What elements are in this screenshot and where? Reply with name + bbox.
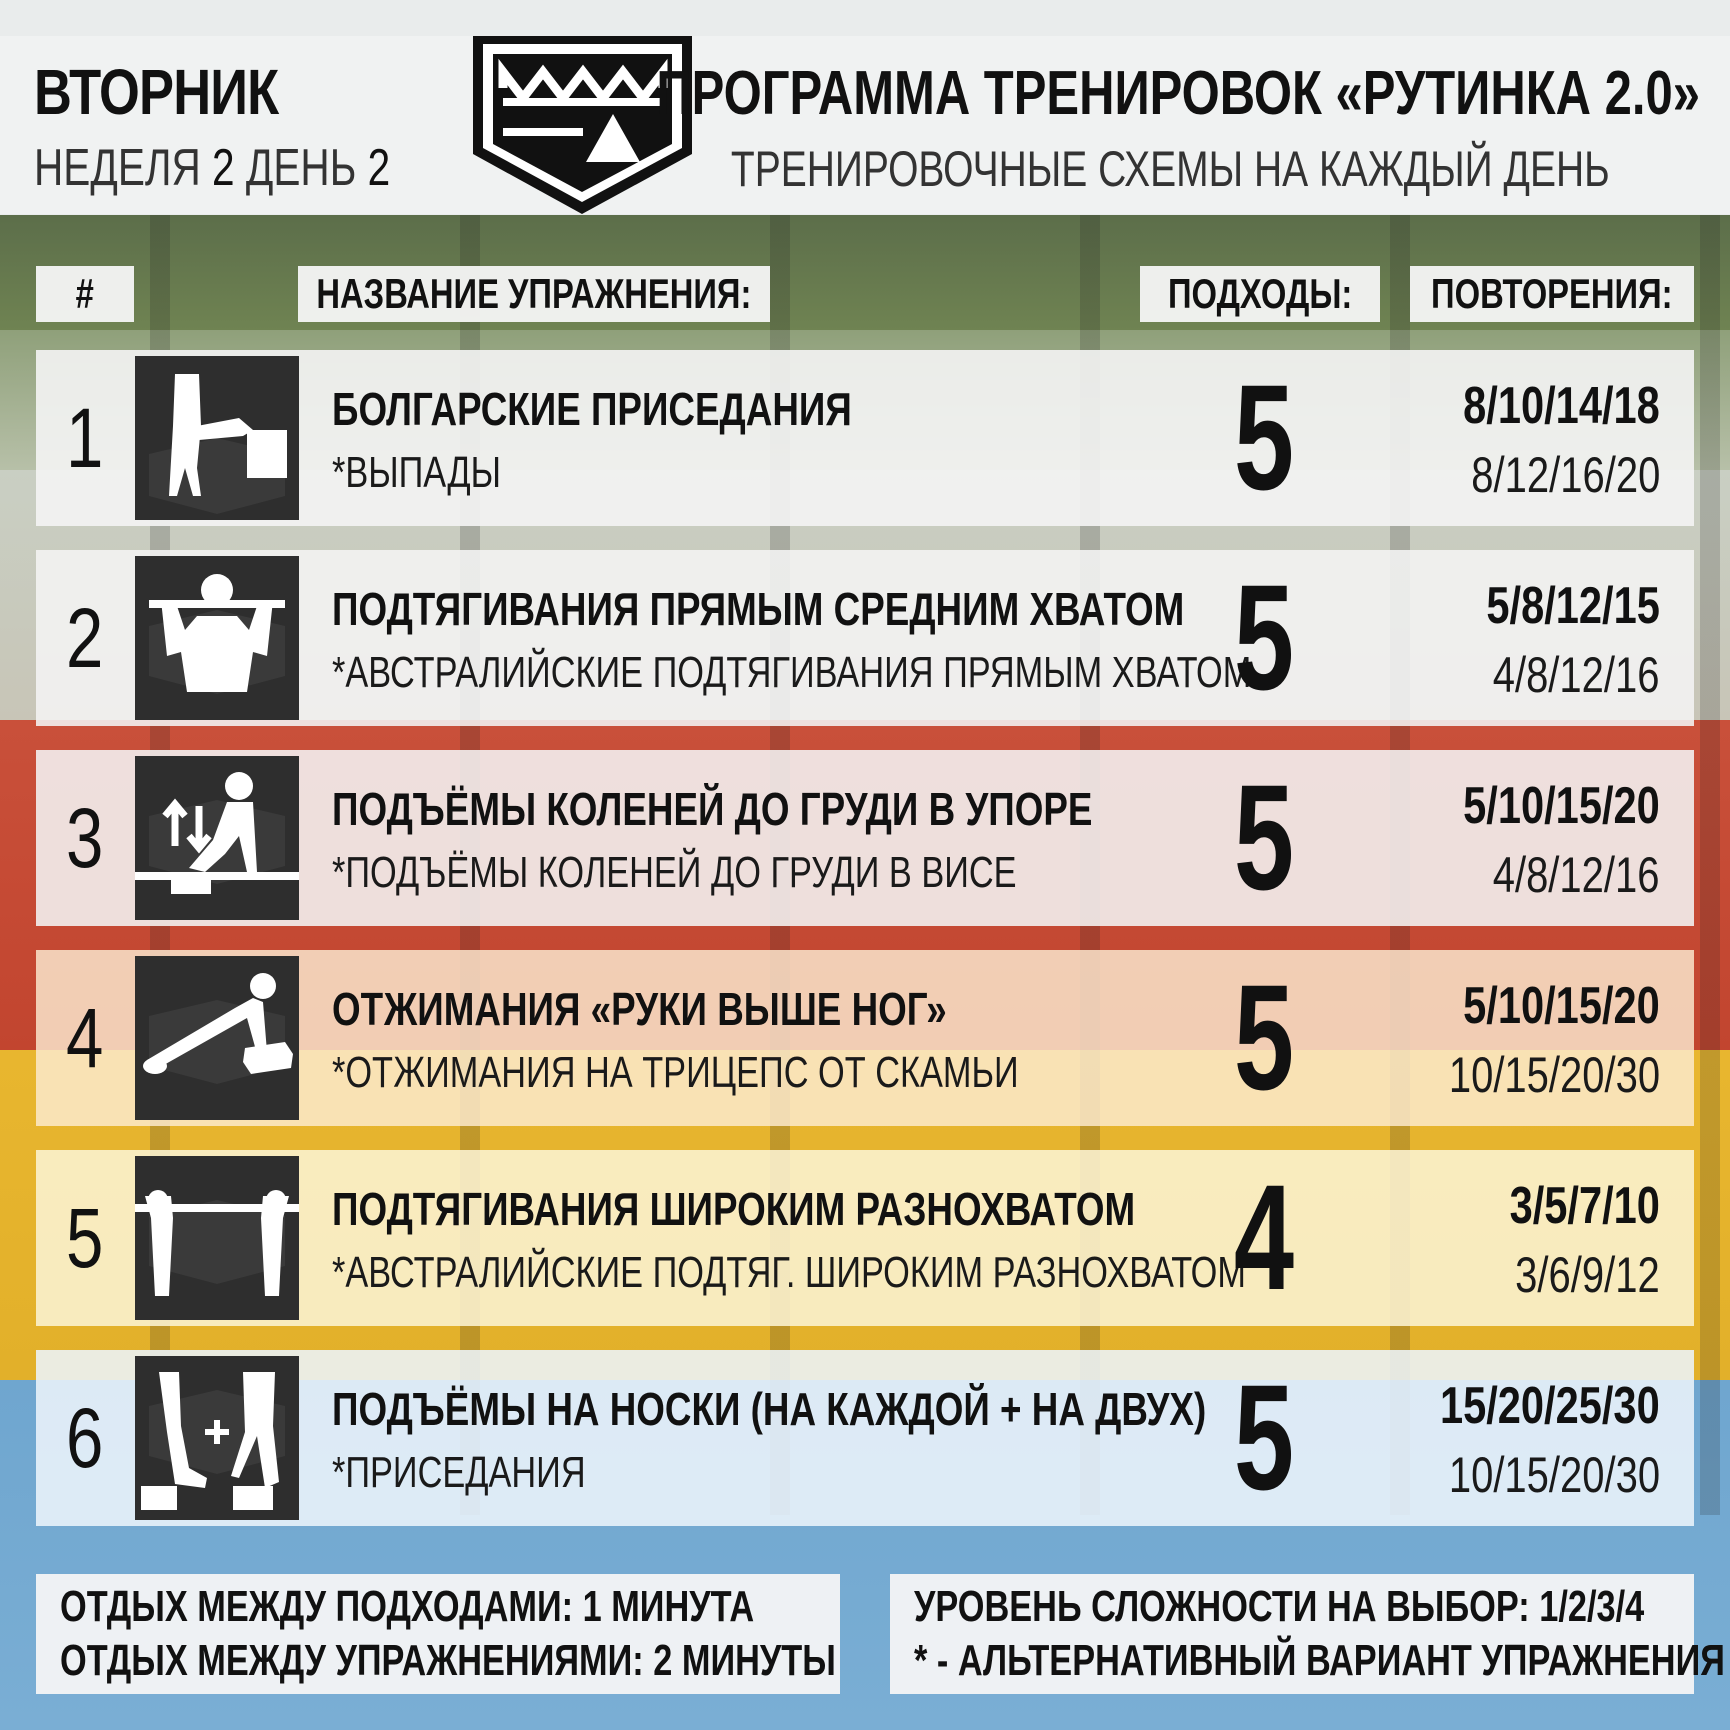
exercise-row	[36, 750, 1694, 926]
exercise-alternative: *ПРИСЕДАНИЯ	[332, 1448, 586, 1497]
exercise-row	[36, 1350, 1694, 1526]
exercise-name: ОТЖИМАНИЯ «РУКИ ВЫШЕ НОГ»	[332, 983, 947, 1035]
exercise-reps: 5/8/12/15	[1486, 577, 1660, 635]
exercise-alternative: *АВСТРАЛИЙСКИЕ ПОДТЯГ. ШИРОКИМ РАЗНОХВАТОМ	[332, 1248, 1246, 1297]
exercise-reps-alternative: 8/12/16/20	[1470, 447, 1660, 503]
calf-raise-icon	[135, 1356, 299, 1520]
exercise-sets: 4	[1233, 1153, 1295, 1321]
alternative-legend: * - АЛЬТЕРНАТИВНЫЙ ВАРИАНТ УПРАЖНЕНИЯ	[914, 1636, 1725, 1685]
column-header-reps: ПОВТОРЕНИЯ:	[1410, 266, 1694, 322]
exercise-row	[36, 550, 1694, 726]
week-day-label	[34, 138, 390, 198]
exercise-sets: 5	[1233, 1353, 1295, 1521]
exercise-name: ПОДЪЁМЫ КОЛЕНЕЙ ДО ГРУДИ В УПОРЕ	[332, 783, 1093, 835]
exercise-reps-alternative: 4/8/12/16	[1493, 647, 1660, 703]
exercise-reps: 3/5/7/10	[1509, 1177, 1660, 1235]
exercise-number: 5	[66, 1191, 104, 1285]
exercise-sets: 5	[1233, 553, 1295, 721]
difficulty-level: УРОВЕНЬ СЛОЖНОСТИ НА ВЫБОР: 1/2/3/4	[914, 1582, 1645, 1631]
rest-between-sets: ОТДЫХ МЕЖДУ ПОДХОДАМИ: 1 МИНУТА	[60, 1582, 755, 1631]
exercise-name: ПОДТЯГИВАНИЯ ПРЯМЫМ СРЕДНИМ ХВАТОМ	[332, 583, 1185, 635]
exercise-number: 1	[66, 391, 104, 485]
column-header-name: НАЗВАНИЕ УПРАЖНЕНИЯ:	[298, 266, 770, 322]
exercise-reps: 5/10/15/20	[1463, 977, 1660, 1035]
day-number: 2	[367, 139, 391, 197]
column-header-sets: ПОДХОДЫ:	[1140, 266, 1380, 322]
exercise-reps-alternative: 10/15/20/30	[1448, 1447, 1660, 1503]
exercise-alternative: *ВЫПАДЫ	[332, 448, 501, 497]
day-prefix: ДЕНЬ	[245, 139, 357, 197]
exercise-number: 4	[66, 991, 104, 1085]
exercise-row	[36, 1150, 1694, 1326]
exercise-alternative: *АВСТРАЛИЙСКИЕ ПОДТЯГИВАНИЯ ПРЯМЫМ ХВАТОМ	[332, 648, 1252, 697]
exercise-row	[36, 950, 1694, 1126]
exercise-reps: 8/10/14/18	[1463, 377, 1660, 435]
incline-push-up-icon	[135, 956, 299, 1120]
exercise-alternative: *ОТЖИМАНИЯ НА ТРИЦЕПС ОТ СКАМЬИ	[332, 1048, 1019, 1097]
exercise-reps-alternative: 10/15/20/30	[1448, 1047, 1660, 1103]
day-title: ВТОРНИК	[34, 56, 279, 128]
exercise-name: ПОДТЯГИВАНИЯ ШИРОКИМ РАЗНОХВАТОМ	[332, 1183, 1136, 1235]
exercise-name: БОЛГАРСКИЕ ПРИСЕДАНИЯ	[332, 383, 852, 435]
exercise-sets: 5	[1233, 753, 1295, 921]
rest-info-box	[36, 1574, 840, 1694]
exercise-number: 2	[66, 591, 104, 685]
pull-up-icon	[135, 556, 299, 720]
program-title: ПРОГРАММА ТРЕНИРОВОК «РУТИНКА 2.0»	[656, 59, 1700, 128]
wide-grip-pull-up-icon	[135, 1156, 299, 1320]
rest-between-exercises: ОТДЫХ МЕЖДУ УПРАЖНЕНИЯМИ: 2 МИНУТЫ	[60, 1636, 836, 1685]
exercise-sets: 5	[1233, 953, 1295, 1121]
exercise-row	[36, 350, 1694, 526]
column-header-number: #	[36, 266, 134, 322]
difficulty-info-box	[890, 1574, 1725, 1694]
exercise-number: 3	[66, 791, 104, 885]
week-number: 2	[212, 139, 235, 197]
week-prefix: НЕДЕЛЯ	[34, 139, 201, 197]
exercise-alternative: *ПОДЪЁМЫ КОЛЕНЕЙ ДО ГРУДИ В ВИСЕ	[332, 848, 1017, 897]
program-subtitle: ТРЕНИРОВОЧНЫЕ СХЕМЫ НА КАЖДЫЙ ДЕНЬ	[731, 141, 1610, 197]
exercise-reps-alternative: 3/6/9/12	[1515, 1247, 1660, 1303]
exercise-reps-alternative: 4/8/12/16	[1493, 847, 1660, 903]
bulgarian-squat-icon	[135, 356, 299, 520]
exercise-number: 6	[66, 1391, 104, 1485]
exercise-reps: 15/20/25/30	[1440, 1377, 1660, 1435]
exercise-reps: 5/10/15/20	[1463, 777, 1660, 835]
exercise-sets: 5	[1233, 353, 1295, 521]
knee-raise-icon	[135, 756, 299, 920]
exercise-name: ПОДЪЁМЫ НА НОСКИ (НА КАЖДОЙ + НА ДВУХ)	[332, 1383, 1207, 1435]
